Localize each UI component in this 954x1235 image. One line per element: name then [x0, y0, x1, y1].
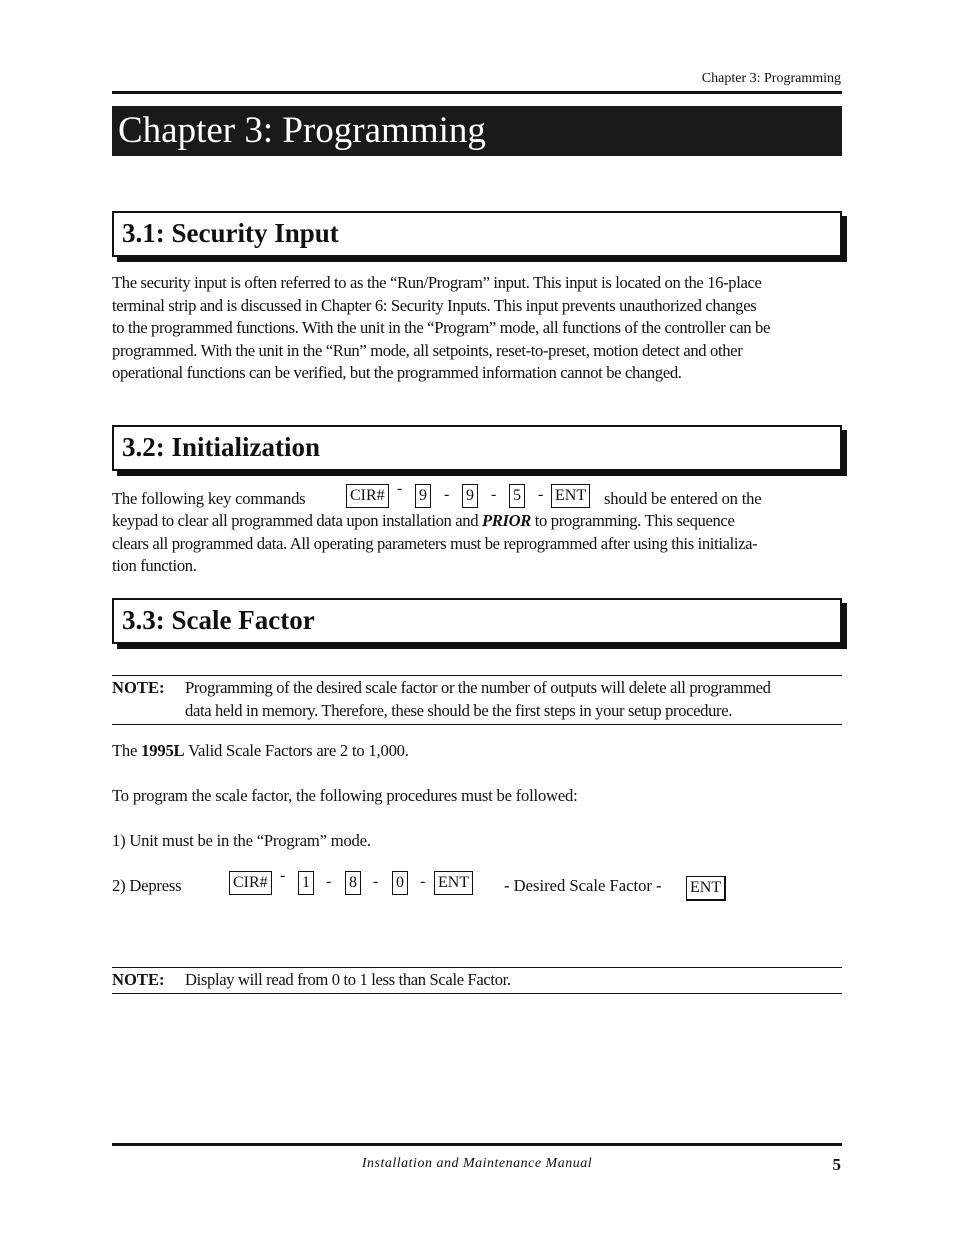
running-head: Chapter 3: Programming — [701, 71, 841, 86]
text: The — [112, 741, 142, 760]
separator: - — [397, 480, 403, 497]
note-line: data held in memory. Therefore, these should be the first steps in your setup procedure. — [185, 700, 733, 720]
key-8: 8 — [345, 871, 361, 895]
note-rule-bottom — [112, 724, 842, 725]
text: to programming. This sequence — [530, 511, 735, 530]
note2-label: NOTE: — [112, 970, 165, 989]
footer-rule — [112, 1143, 842, 1146]
paragraph-line: terminal strip and is discussed in Chapter 6: Security Inputs. This input prevents unauthorized changes — [112, 295, 757, 315]
note-line: Programming of the desired scale factor or the number of outputs will delete all programmed — [185, 678, 771, 697]
chapter-title: Chapter 3: Programming — [118, 110, 486, 151]
section-title: 3.2: Initialization — [122, 432, 321, 462]
section-heading-scale-factor — [112, 598, 842, 644]
step-2-label: 2) Depress — [112, 876, 182, 895]
key-ent: ENT — [551, 484, 590, 508]
section-title: 3.3: Scale Factor — [122, 605, 315, 635]
key-1: 1 — [298, 871, 314, 895]
text: Valid Scale Factors are 2 to 1,000. — [184, 741, 409, 760]
note2-text — [185, 969, 845, 992]
key-9: 9 — [462, 484, 478, 508]
procedure-intro: To program the scale factor, the following procedures must be followed: — [112, 786, 578, 805]
note-line: Display will read from 0 to 1 less than Scale Factor. — [185, 970, 511, 989]
paragraph-line: programmed. With the unit in the “Run” mode, all setpoints, reset-to-preset, motion detect and other — [112, 340, 743, 360]
key-cir: CIR# — [346, 484, 389, 508]
paragraph-line — [112, 510, 842, 533]
separator: - — [538, 486, 544, 503]
paragraph-line: clears all programmed data. All operating parameters must be reprogrammed after using this initializa- — [112, 533, 758, 553]
step-1: 1) Unit must be in the “Program” mode. — [112, 831, 371, 850]
key-9: 9 — [415, 484, 431, 508]
init-text-after-keys: should be entered on the — [604, 489, 762, 508]
initialization-paragraph — [112, 510, 842, 578]
paragraph-line: operational functions can be verified, but the programmed information cannot be changed. — [112, 363, 682, 383]
section-heading-initialization — [112, 425, 842, 471]
paragraph-line: to the programmed functions. With the unit in the “Program” mode, all functions of the controller can be — [112, 318, 770, 338]
paragraph-line: The security input is often referred to as the “Run/Program” input. This input is located on the 16-place — [112, 273, 762, 292]
key-cir: CIR# — [229, 871, 272, 895]
footer-manual-title: Installation and Maintenance Manual — [361, 1156, 593, 1171]
init-text-before-keys: The following key commands — [112, 489, 306, 508]
section-heading-security-input — [112, 211, 842, 257]
note2-rule-bottom — [112, 993, 842, 994]
key-0: 0 — [392, 871, 408, 895]
separator: - — [373, 873, 379, 890]
key-ent: ENT — [686, 876, 726, 901]
key-5: 5 — [509, 484, 525, 508]
text: keypad to clear all programmed data upon installation and — [112, 511, 482, 530]
valid-scale-factors — [112, 740, 409, 762]
note2-rule-top — [112, 967, 842, 968]
key-ent: ENT — [434, 871, 473, 895]
desired-scale-factor-text: - Desired Scale Factor - — [504, 876, 662, 895]
header-rule — [112, 91, 842, 94]
separator: - — [444, 486, 450, 503]
section-title: 3.1: Security Input — [122, 218, 339, 248]
model-number: 1995L — [141, 741, 185, 760]
init-key-sequence — [0, 480, 954, 510]
emphasis-prior: PRIOR — [482, 511, 531, 530]
scale-factor-key-sequence — [0, 867, 954, 905]
note-rule-top — [112, 675, 842, 676]
page-number: 5 — [832, 1155, 841, 1174]
paragraph-line: tion function. — [112, 556, 197, 576]
separator: - — [326, 873, 332, 890]
separator: - — [491, 486, 497, 503]
chapter-title-bar — [112, 106, 842, 156]
separator: - — [420, 873, 426, 890]
security-input-paragraph — [112, 272, 842, 385]
note-text — [185, 677, 845, 722]
note-label: NOTE: — [112, 678, 165, 697]
separator: - — [280, 867, 286, 884]
